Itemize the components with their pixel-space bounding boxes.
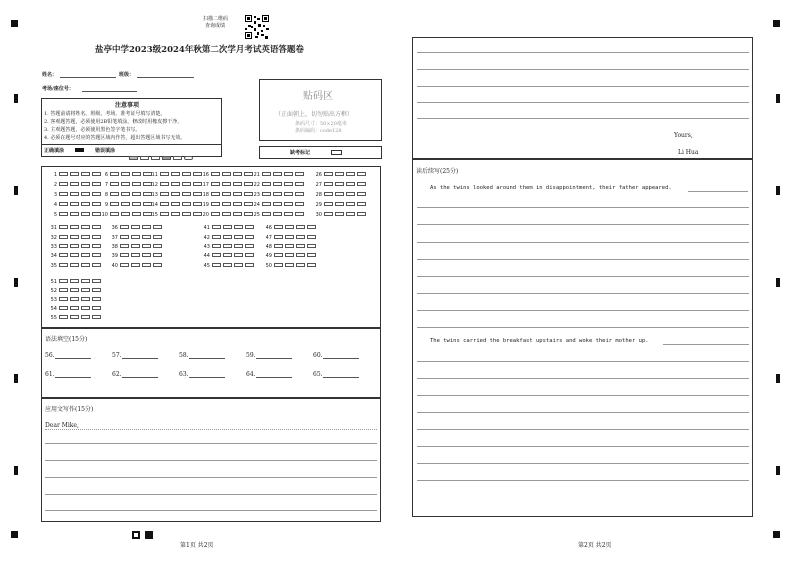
letter-signature: Li Hua [678,149,699,156]
writing-line[interactable] [417,429,749,430]
notice-title: 注意事项 [115,102,140,109]
writing-line[interactable] [45,429,377,430]
page-title: 盐亭中学2023级2024年秋第二次学月考试英语答题卷 [95,45,304,55]
mc-question[interactable]: 17 [199,182,255,188]
page-number-1: 第1页 共2页 [180,542,214,549]
grammar-blank[interactable]: 65. [313,371,359,378]
mc-question[interactable]: 40 [108,263,164,269]
writing-line[interactable] [417,412,749,413]
qr-code [244,14,270,40]
wrong-fill-samples [129,148,195,167]
wrong-fill-label: 错误填涂 [95,148,116,154]
writing-line[interactable] [45,460,377,461]
mc-question[interactable]: 15 [148,212,204,218]
side-mark [14,278,18,287]
mc-question[interactable]: 20 [199,212,255,218]
grammar-title: 语法填空(15分) [45,336,88,343]
absent-mark-box [259,146,382,159]
exam-seat-field[interactable] [82,91,137,92]
writing-line[interactable] [688,191,748,192]
name-label: 姓名： [42,72,58,78]
mc-question[interactable]: 23 [250,192,306,198]
writing-line[interactable] [417,327,749,328]
grammar-blank[interactable]: 62. [112,371,158,378]
mc-question[interactable]: 27 [312,182,368,188]
side-mark [14,374,18,383]
writing-line[interactable] [417,69,749,70]
mc-question[interactable]: 45 [200,263,256,269]
continuation-para1: As the twins looked around them in disappointment, their father appeared. [430,185,672,191]
side-mark [14,94,18,103]
correct-fill-sample [75,148,84,152]
mc-question[interactable]: 12 [148,182,204,188]
class-field[interactable] [137,77,194,78]
mc-question[interactable]: 2 [47,182,103,188]
writing-line[interactable] [417,118,749,119]
mc-question[interactable]: 3 [47,192,103,198]
mc-question[interactable]: 25 [250,212,306,218]
mc-question[interactable]: 9 [98,202,154,208]
page-marker-solid [145,531,153,539]
writing-line[interactable] [417,276,749,277]
mc-question[interactable]: 50 [262,263,318,269]
writing-line[interactable] [417,102,749,103]
grammar-blank[interactable]: 59. [246,352,292,359]
mc-question[interactable]: 46 [262,225,318,231]
mc-question[interactable]: 54 [47,306,103,312]
corner-mark-br [773,531,780,538]
mc-question[interactable]: 32 [47,235,103,241]
barcode-code: 条码编码：code128 [295,128,342,134]
mc-question[interactable]: 37 [108,235,164,241]
writing-line[interactable] [417,361,749,362]
grammar-blank[interactable]: 56. [45,352,91,359]
grammar-blank[interactable]: 57. [112,352,158,359]
continuation-para2: The twins carried the breakfast upstairs and woke their mother up. [430,338,649,344]
class-label: 班级： [119,72,135,78]
writing-line[interactable] [417,446,749,447]
mc-question[interactable]: 39 [108,253,164,259]
writing-line[interactable] [417,395,749,396]
qr-caption-2: 查询成绩 [205,23,226,29]
grammar-fill-area [41,328,381,398]
writing-line[interactable] [663,344,749,345]
continuation-writing-area [412,159,753,517]
mc-question[interactable]: 30 [312,212,368,218]
barcode-instruction: （正面朝上，切勿贴出方框） [275,111,354,118]
mc-question[interactable]: 48 [262,244,318,250]
writing-title: 应用文写作(15分) [45,406,94,413]
side-mark [776,278,780,287]
notice-item-4: 4. 必须在题号对应的答题区域内作答，超出答题区域书写无效。 [44,135,186,141]
grammar-blank[interactable]: 58. [179,352,225,359]
side-mark [14,466,18,475]
writing-line[interactable] [417,293,749,294]
mc-question[interactable]: 13 [148,192,204,198]
continuation-title: 读后续写(25分) [416,168,459,175]
mc-question[interactable]: 14 [148,202,204,208]
mc-question[interactable]: 10 [98,212,154,218]
writing-line[interactable] [417,86,749,87]
writing-line[interactable] [45,477,377,478]
writing-line[interactable] [417,52,749,53]
corner-mark-tl [11,20,18,27]
grammar-blank[interactable]: 61. [45,371,91,378]
barcode-title: 贴码区 [303,91,333,102]
writing-line[interactable] [417,463,749,464]
grammar-blank[interactable]: 64. [246,371,292,378]
writing-line[interactable] [45,494,377,495]
notice-item-2: 2. 客观题答题，必须使用2B铅笔填涂，修改时用橡皮擦干净。 [44,119,183,125]
side-mark [776,186,780,195]
mc-question[interactable]: 38 [108,244,164,250]
mc-question[interactable]: 16 [199,172,255,178]
mc-question[interactable]: 1 [47,172,103,178]
writing-line[interactable] [417,480,749,481]
notice-box [41,98,222,157]
right-page-top-box [412,37,753,159]
mc-question[interactable]: 52 [47,288,103,294]
mc-question[interactable]: 53 [47,297,103,303]
mc-question[interactable]: 35 [47,263,103,269]
mc-question[interactable]: 31 [47,225,103,231]
mc-question[interactable]: 41 [200,225,256,231]
corner-mark-tr [773,20,780,27]
mc-question[interactable]: 8 [98,192,154,198]
mc-question[interactable]: 55 [47,315,103,321]
side-mark [776,374,780,383]
mc-question[interactable]: 6 [98,172,154,178]
mc-question[interactable]: 29 [312,202,368,208]
writing-line[interactable] [417,310,749,311]
mc-question[interactable]: 28 [312,192,368,198]
mc-question[interactable]: 24 [250,202,306,208]
name-field[interactable] [60,77,116,78]
notice-divider [42,144,221,145]
mc-question[interactable]: 42 [200,235,256,241]
corner-mark-bl [11,531,18,538]
mc-question[interactable]: 19 [199,202,255,208]
mc-question[interactable]: 44 [200,253,256,259]
exam-seat-label: 考场/座位号： [42,86,74,92]
mc-question[interactable]: 49 [262,253,318,259]
mc-question[interactable]: 11 [148,172,204,178]
mc-question[interactable]: 21 [250,172,306,178]
mc-question[interactable]: 33 [47,244,103,250]
side-mark [776,94,780,103]
writing-greeting: Dear Mike, [45,422,79,429]
mc-question[interactable]: 34 [47,253,103,259]
absent-checkbox[interactable] [331,150,342,155]
writing-line[interactable] [417,378,749,379]
barcode-size: 条码尺寸：50×20毫米 [295,121,347,127]
writing-line[interactable] [45,510,377,511]
writing-line[interactable] [417,224,749,225]
mc-question[interactable]: 47 [262,235,318,241]
side-mark [776,466,780,475]
mc-question[interactable]: 4 [47,202,103,208]
notice-item-3: 3. 主观题答题，必须使用黑色签字笔书写。 [44,127,141,133]
writing-line[interactable] [417,207,749,208]
mc-question[interactable]: 22 [250,182,306,188]
correct-fill-label: 正确填涂 [44,148,65,154]
barcode-area [259,79,382,141]
mc-question[interactable]: 5 [47,212,103,218]
writing-line[interactable] [417,242,749,243]
practical-writing-area [41,398,381,522]
writing-line[interactable] [417,259,749,260]
grammar-blank[interactable]: 63. [179,371,225,378]
mc-question[interactable]: 26 [312,172,368,178]
side-mark [14,186,18,195]
mc-question[interactable]: 7 [98,182,154,188]
qr-caption-1: 扫描二维码 [203,16,229,22]
grammar-blank[interactable]: 60. [313,352,359,359]
writing-line[interactable] [45,443,377,444]
page-number-2: 第2页 共2页 [578,542,612,549]
mc-question[interactable]: 43 [200,244,256,250]
mc-question[interactable]: 18 [199,192,255,198]
absent-label: 缺考标记 [290,150,311,156]
mc-question[interactable]: 36 [108,225,164,231]
page-marker-hollow [132,531,140,539]
mc-question[interactable]: 51 [47,279,103,285]
notice-item-1: 1. 答题前请将姓名、班级、考场、准考证号填写清楚。 [44,111,166,117]
letter-closing: Yours, [674,132,693,139]
